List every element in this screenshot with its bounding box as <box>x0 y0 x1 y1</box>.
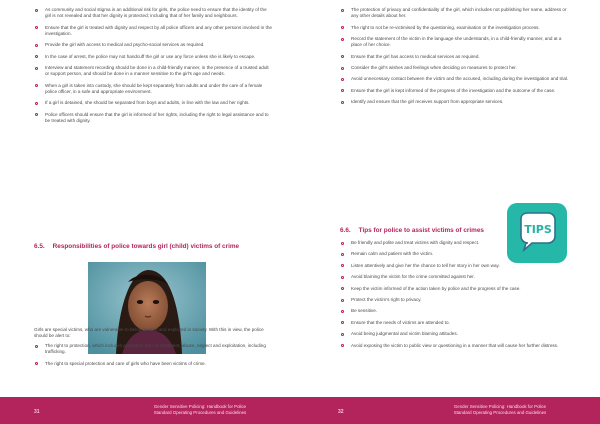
bullet-item <box>340 76 572 82</box>
bullet-marker-icon <box>35 55 38 58</box>
right-footer-line-1: Gender Sensitive Policing: Handbook for Police <box>453 404 547 409</box>
bullet-item <box>34 54 272 60</box>
section-title: Responsibilities of police towards girl (child) victims of crime <box>52 243 240 250</box>
section-heading-6-6 <box>340 227 484 234</box>
bullet-item <box>34 42 272 48</box>
bullet-text: Be sensitive. <box>351 308 378 314</box>
bullet-marker-icon <box>341 55 344 58</box>
bullet-text: Identify and ensure that the girl receives support from appropriate services. <box>351 99 504 105</box>
bullet-marker-icon <box>35 67 38 70</box>
left-page-number: 31 <box>34 409 40 415</box>
section-title: Tips for police to assist victims of crimes <box>358 227 484 234</box>
bullet-marker-icon <box>341 78 344 81</box>
bullet-item <box>340 99 572 105</box>
bullet-marker-icon <box>341 333 344 336</box>
bullet-marker-icon <box>341 253 344 256</box>
bullet-item <box>340 7 572 19</box>
bullet-marker-icon <box>341 299 344 302</box>
bullet-text: Avoid exposing the victim to public view or questioning in a manner that will cause her further distress. <box>351 342 559 348</box>
bullet-text: In the case of arrest, the police may not handcuff the girl or use any force unless she is likely to escape. <box>45 53 256 59</box>
tips-badge-label: TIPS <box>524 223 552 236</box>
right-footer-text <box>400 404 600 416</box>
victims-paragraph: Girls are special victims, who are vulnerable to being abused and exploited in society. With this in view, the police should be alert to: <box>34 327 264 339</box>
bullet-text: Record the statement of the victim in the language she understands, in a child-friendly manner, and at a place of her choice. <box>351 35 562 48</box>
left-footer-line-2: Standard Operating Procedures and Guidelines <box>153 410 247 415</box>
bullet-item <box>340 286 572 292</box>
right-footer-line-2: Standard Operating Procedures and Guidelines <box>453 410 547 415</box>
bullet-text: As community and social stigma is an additional risk for girls, the police need to ensure that the identity of the girl is not revealed and that her dignity is protected; including that of her family and neighbours. <box>45 7 267 19</box>
bullet-text: Consider the girl's wishes and feelings when deciding on measures to protect her. <box>351 64 517 70</box>
bullet-marker-icon <box>341 89 344 92</box>
bullet-text: Ensure that the girl has access to medical services as required. <box>351 53 480 59</box>
bullet-text: Listen attentively and give her the chance to tell her story in her own way. <box>351 262 500 268</box>
bullet-text: Interview and statement recording should be done in a child-friendly manner, in the presence of a trusted adult or support person, and should be done in a manner sensitive to the girl's age and needs. <box>45 64 269 77</box>
bullet-marker-icon <box>341 321 344 324</box>
left-top-bullet-list <box>34 7 272 129</box>
bullet-text: Be friendly and polite and treat victims with dignity and respect. <box>351 240 480 245</box>
bullet-item <box>340 65 572 71</box>
bullet-item <box>34 112 272 124</box>
bullet-item <box>340 25 572 31</box>
bullet-item <box>340 263 572 269</box>
bullet-marker-icon <box>341 38 344 41</box>
bullet-marker-icon <box>341 287 344 290</box>
bullet-marker-icon <box>341 9 344 12</box>
bullet-marker-icon <box>341 276 344 279</box>
bullet-item <box>34 83 272 95</box>
right-page-number: 32 <box>338 409 344 415</box>
bullet-marker-icon <box>35 362 38 365</box>
bullet-item <box>34 343 272 355</box>
bullet-marker-icon <box>35 84 38 87</box>
bullet-text: Police officers should ensure that the girl is informed of her rights, including the right to legal assistance and to be treated with dignity. <box>45 111 269 123</box>
bullet-text: Avoid being judgmental and victim blaming attitudes. <box>351 331 458 337</box>
bullet-item <box>340 88 572 94</box>
bullet-marker-icon <box>341 26 344 29</box>
bullet-text: If a girl is detained, she should be separated from boys and adults, in line with the law and her rights. <box>45 100 250 106</box>
bullet-text: Ensure that the needs of victims are attended to. <box>351 319 450 325</box>
bullet-text: Ensure that the girl is treated with dignity and respect by all police officers and any other persons involved in the investigation. <box>45 24 272 36</box>
bullet-text: The protection of privacy and confidentiality of the girl, which includes not publishing her name, address or any other details about her. <box>351 7 567 19</box>
bullet-item <box>34 7 272 19</box>
girl-photo <box>88 262 206 354</box>
section-number: 6.5. <box>34 243 45 250</box>
bullet-item <box>340 308 572 314</box>
bullet-item <box>340 36 572 48</box>
bullet-marker-icon <box>35 113 38 116</box>
bullet-marker-icon <box>341 101 344 104</box>
bullet-item <box>340 343 572 349</box>
bullet-text: Avoid blaming the victim for the crime committed against her. <box>351 274 475 280</box>
bullet-marker-icon <box>341 242 344 245</box>
bullet-item <box>34 100 272 106</box>
bullet-item <box>34 65 272 77</box>
bullet-marker-icon <box>35 102 38 105</box>
bullet-text: The right to not be re-victimised by the questioning, examination or the investigation process. <box>351 24 540 30</box>
bullet-marker-icon <box>341 67 344 70</box>
bullet-item <box>340 297 572 303</box>
footer-bar <box>0 397 600 424</box>
bullet-item <box>34 25 272 37</box>
bullet-item <box>340 320 572 326</box>
bullet-marker-icon <box>35 26 38 29</box>
bullet-text: The right to protection, which includes protection from ill-treatment, abuse, neglect and exploitation, including trafficking. <box>45 343 266 355</box>
bullet-item <box>34 361 272 367</box>
tips-badge-icon <box>507 203 567 263</box>
bullet-marker-icon <box>35 9 38 12</box>
left-footer-line-1: Gender Sensitive Policing: Handbook for Police <box>153 404 247 409</box>
bullet-marker-icon <box>35 44 38 47</box>
left-bottom-bullet-list <box>34 343 272 372</box>
section-number: 6.6. <box>340 227 351 234</box>
bullet-marker-icon <box>341 264 344 267</box>
bullet-text: Provide the girl with access to medical and psycho-social services as required. <box>45 42 205 48</box>
bullet-item <box>340 274 572 280</box>
section-heading-6-5 <box>34 243 239 250</box>
bullet-text: Avoid unnecessary contact between the victim and the accused, including during the investigation and trial. <box>351 76 569 82</box>
bullet-text: Ensure that the girl is kept informed of the progress of the investigation and the outcome of the case. <box>351 87 556 93</box>
bullet-marker-icon <box>341 344 344 347</box>
bullet-item <box>340 331 572 337</box>
bullet-text: The right to special protection and care of girls who have been victims of crime. <box>45 360 206 366</box>
bullet-item <box>340 54 572 60</box>
bullet-text: Remain calm and patient with the victim. <box>351 251 434 257</box>
left-footer-text <box>100 404 300 416</box>
bullet-text: When a girl is taken into custody, she should be kept separately from adults and under the care of a female police officer, in a safe and appropriate environment. <box>45 82 263 94</box>
bullet-marker-icon <box>35 345 38 348</box>
right-top-bullet-list <box>340 7 572 111</box>
bullet-marker-icon <box>341 310 344 313</box>
bullet-text: Keep the victim informed of the action taken by police and the progress of the case. <box>351 285 521 291</box>
bullet-text: Protect the victim's right to privacy. <box>351 296 422 302</box>
